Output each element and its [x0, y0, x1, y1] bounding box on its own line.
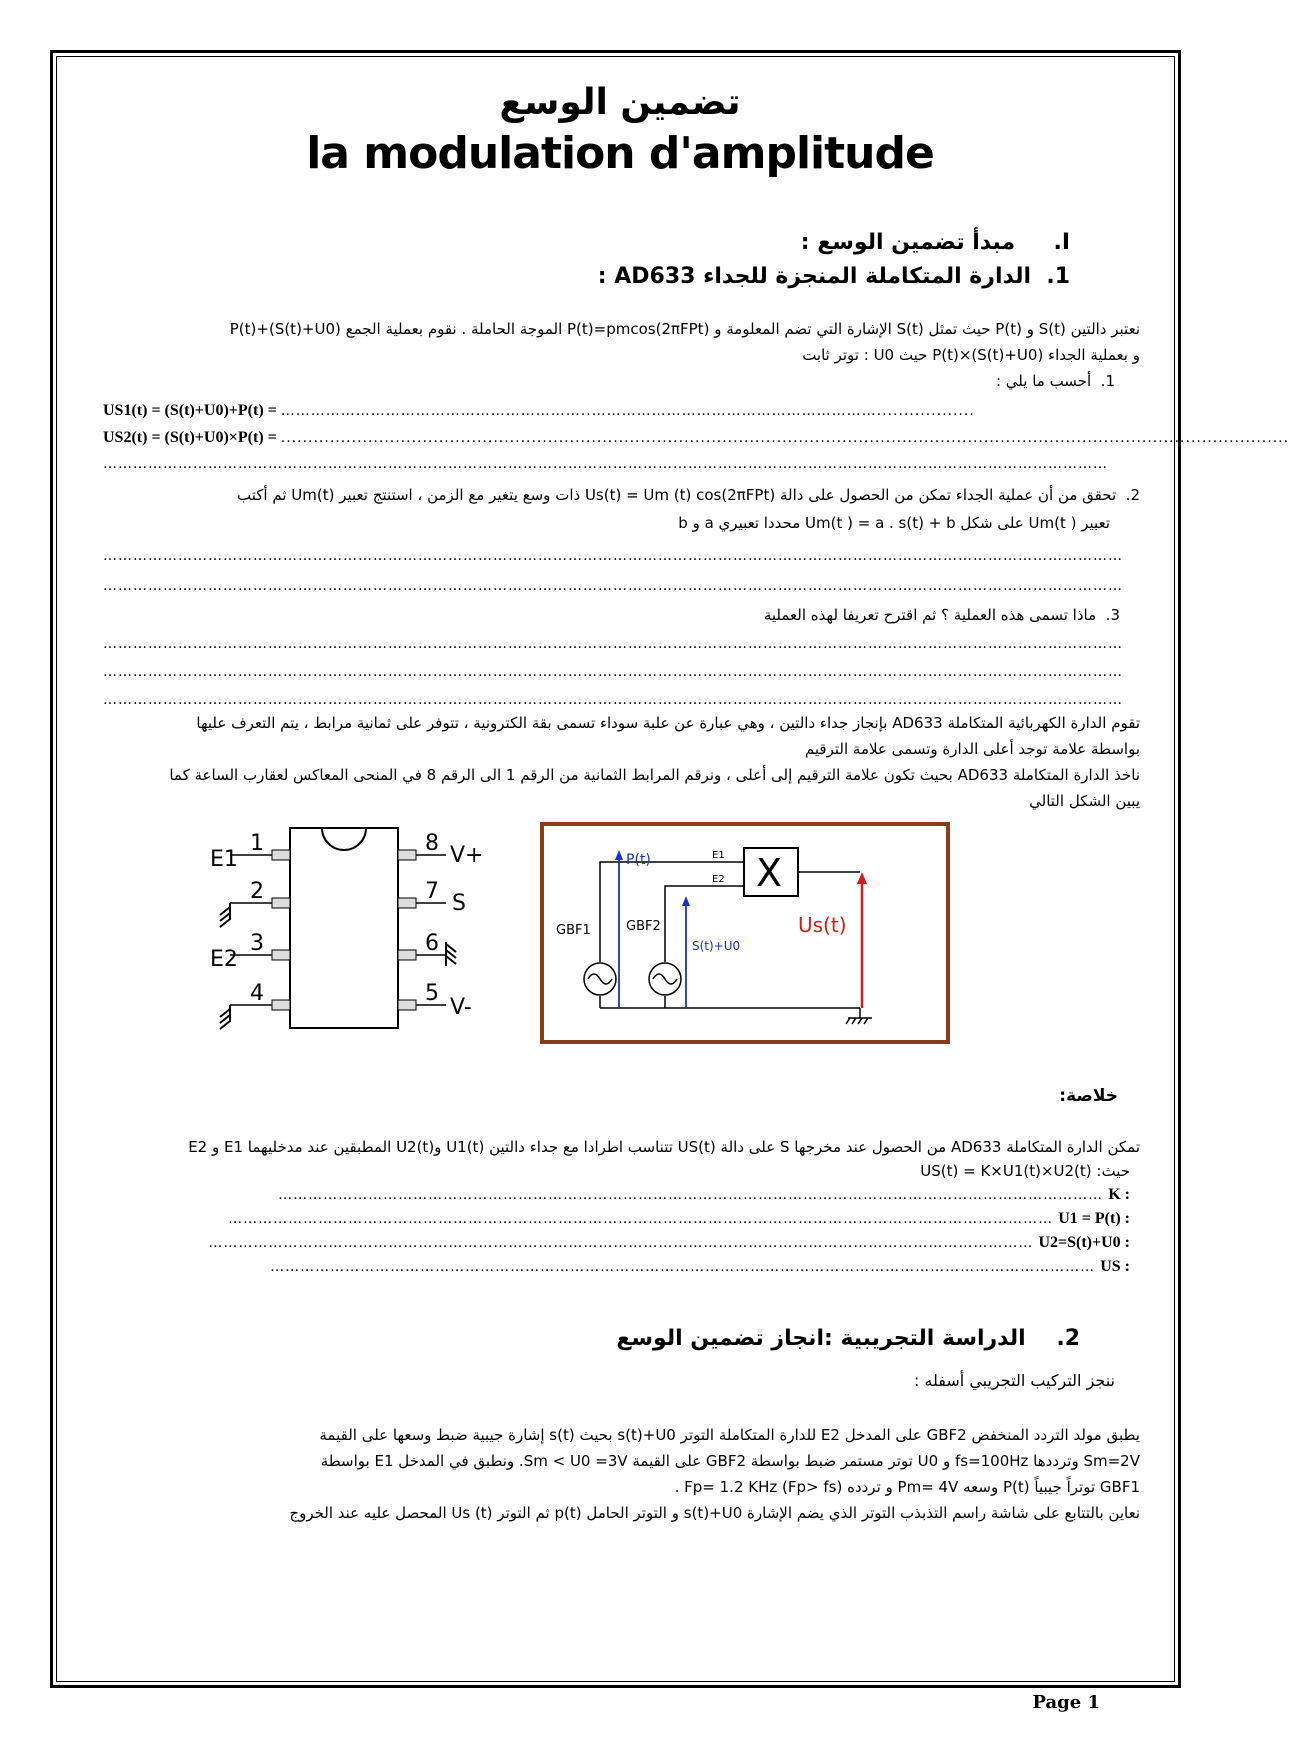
pin-number: 5 [425, 981, 439, 1006]
question-2-number: 2. [1125, 486, 1140, 504]
definition-k: ………………………………………………………………………………………………………………………………………………… K : [278, 1186, 1130, 1203]
answer-dots-1: ………………………………………………………………………………………………………………………………………………………………………………… [103, 456, 1108, 472]
answer-dots-6: …………………………………………………………………………………………………………………………………………………………………………………… [103, 692, 1123, 708]
us2-formula: US2(t) = (S(t)+U0)×P(t) = [103, 429, 281, 446]
pin-number: 6 [425, 931, 439, 956]
answer-dots-5: …………………………………………………………………………………………………………………………………………………………………………………… [103, 664, 1123, 680]
definition-us-label: US : [1100, 1258, 1130, 1275]
us1-formula: US1(t) = (S(t)+U0)+P(t) = [103, 402, 281, 419]
gbf2-label: GBF2 [626, 919, 661, 934]
modulation-circuit-diagram [540, 822, 950, 1044]
definition-u2: ………………………………………………………………………………………………………………………………………………… U2=S(t)+U0 : [208, 1234, 1130, 1251]
answer-dots-4: …………………………………………………………………………………………………………………………………………………………………………………… [103, 636, 1123, 652]
pin-number: 4 [250, 981, 264, 1006]
question-2-line-1 [100, 484, 1140, 506]
ad633-pinout-diagram [210, 820, 484, 1040]
subsection-2-heading [280, 1326, 1080, 1351]
intro-line-1: نعتبر دالتين S(t) و P(t) حيث تمثل S(t) الإشارة التي تضم المعلومة و P(t)=pmcos(2πFPt) الموجة الحاملة . نقوم بعملية الجمع (S(t)+U0)+P(t) [229, 320, 1140, 338]
title-arabic: تضمين الوسع [499, 82, 741, 123]
ground-icon [220, 1005, 230, 1029]
experiment-line-4: نعاين بالتتابع على شاشة راسم التذبذب التوتر الذي يضم الإشارة s(t)+U0 و التوتر الحامل p(t) ثم التوتر Us (t) المحصل عليه عند الخروج [289, 1504, 1140, 1522]
pin-number: 1 [250, 831, 264, 856]
gbf1-label: GBF1 [556, 923, 591, 938]
subsection-2-title: الدراسة التجريبية :انجاز تضمين الوسع [616, 1326, 1026, 1351]
subsection-2-number: 2. [1056, 1326, 1080, 1351]
experiment-line-3: GBF1 توتراً جيبياً P(t) وسعه Pm= 4V و تردده Fp= 1.2 KHz (Fp> fs) . [674, 1478, 1140, 1496]
section-1-number: I. [1053, 230, 1070, 255]
question-2-text-1: تحقق من أن عملية الجداء تمكن من الحصول على دالة Us(t) = Um (t) cos(2πFPt) ذات وسع يتغير مع الزمن ، استنتج تعبير Um(t) ثم أكتب [237, 486, 1117, 504]
multiplier-symbol: X [756, 851, 783, 895]
experiment-line-1: يطبق مولد التردد المنخفض GBF2 على المدخل E2 للدارة المتكاملة التوتر s(t)+U0 بحيث s(t) إشارة جيبية ضبط وسعها على القيمة [319, 1426, 1140, 1444]
pin-number: 7 [425, 879, 439, 904]
ground-icon [220, 903, 230, 927]
summary-line-1: تمكن الدارة المتكاملة AD633 من الحصول عند مخرجها S على دالة US(t) تتناسب اطرادا مع جداء دالتين U1(t) وU2(t) المطبقين عند مدخليهما E1 و E2 [188, 1138, 1140, 1156]
input-e2-label: E2 [712, 874, 725, 885]
pin-label-e1: E1 [210, 847, 238, 872]
experiment-line-2: Sm=2V وترددها fs=100Hz و U0 توتر مستمر ضبط بواسطة GBF2 على القيمة Sm < U0 =3V. ونطبق في المدخل E1 بواسطة [320, 1452, 1140, 1470]
answer-dots-2: …………………………………………………………………………………………………………………………………………………………………………………… [103, 548, 1123, 564]
definition-k-label: K : [1108, 1186, 1130, 1203]
page-number: Page 1 [1032, 1692, 1100, 1713]
pin-number: 8 [425, 831, 439, 856]
question-3-text: ماذا تسمى هذه العملية ؟ ثم اقترح تعريفا لهذه العملية [763, 606, 1097, 624]
pin-label-e2: E2 [210, 947, 238, 972]
description-line-4: يبين الشكل التالي [1029, 792, 1140, 810]
question-3-number: 3. [1105, 606, 1120, 624]
summary-line-2: حيث: US(t) = K×U1(t)×U2(t) [920, 1162, 1130, 1180]
subsection-1-number: 1. [1046, 264, 1070, 289]
stu0-label: S(t)+U0 [692, 939, 741, 953]
question-3 [100, 604, 1120, 626]
us1-line: US1(t) = (S(t)+U0)+P(t) = ……………………………………………………..………………………………………………….................. [103, 402, 975, 419]
definition-u1: ………………………………………………………………………………………………………………………………………………… U1 = P(t) : [228, 1210, 1130, 1227]
question-2-line-2: تعبير ( Um(t على شكل Um(t ) = a . s(t) + b محددا تعبيري a و b [678, 514, 1110, 532]
input-e1-label: E1 [712, 850, 725, 861]
question-1-number: 1. [1100, 372, 1115, 390]
summary-title: خلاصة: [1059, 1086, 1118, 1106]
section-1-title: مبدأ تضمين الوسع : [800, 230, 1016, 255]
pin-label-vminus: V- [450, 995, 472, 1020]
subsection-1-heading [270, 264, 1070, 289]
description-line-3: ناخذ الدارة المتكاملة AD633 بحيث تكون علامة الترقيم إلى أعلى ، ونرقم المرابط الثمانية من الرقم 1 الى الرقم 8 في المنحى المعاكس لعقارب الساعة كما [169, 766, 1140, 784]
definition-u1-label: U1 = P(t) : [1058, 1210, 1130, 1227]
description-line-1: تقوم الدارة الكهربائية المتكاملة AD633 بإنجاز جداء دالتين ، وهي عبارة عن علبة سوداء تسمى بقة الكترونية ، تتوفر على ثمانية مرابط ، يتم التعرف عليها [196, 714, 1140, 732]
definition-u2-label: U2=S(t)+U0 : [1038, 1234, 1130, 1251]
us-label: Us(t) [798, 913, 847, 937]
experiment-intro: ننجز التركيب التجريبي أسفله : [913, 1371, 1115, 1390]
chip-body [290, 828, 398, 1028]
pin-label-vplus: V+ [450, 843, 484, 868]
question-1-text: أحسب ما يلي : [995, 372, 1092, 390]
description-line-2: بواسطة علامة توجد أعلى الدارة وتسمى علامة الترقيم [804, 740, 1140, 758]
intro-line-2: و بعملية الجداء (S(t)+U0)×P(t) حيث U0 : توتر ثابت [802, 346, 1140, 364]
us2-line: US2(t) = (S(t)+U0)×P(t) = ......................................................................................................................................................................................... [103, 429, 1289, 446]
section-1-heading [370, 230, 1070, 255]
pin-label-s: S [452, 891, 466, 916]
subsection-1-title: الدارة المتكاملة المنجزة للجداء AD633 : [597, 264, 1031, 289]
ground-icon [446, 942, 456, 966]
answer-dots-3: …………………………………………………………………………………………………………………………………………………………………………………… [103, 578, 1123, 594]
pin-number: 3 [250, 931, 264, 956]
pin-number: 2 [250, 879, 264, 904]
question-1 [615, 370, 1115, 392]
definition-us: ………………………………………………………………………………………………………………………………………………… US : [270, 1258, 1130, 1275]
pt-label: P(t) [626, 852, 651, 868]
title-french: la modulation d'amplitude [306, 128, 934, 179]
